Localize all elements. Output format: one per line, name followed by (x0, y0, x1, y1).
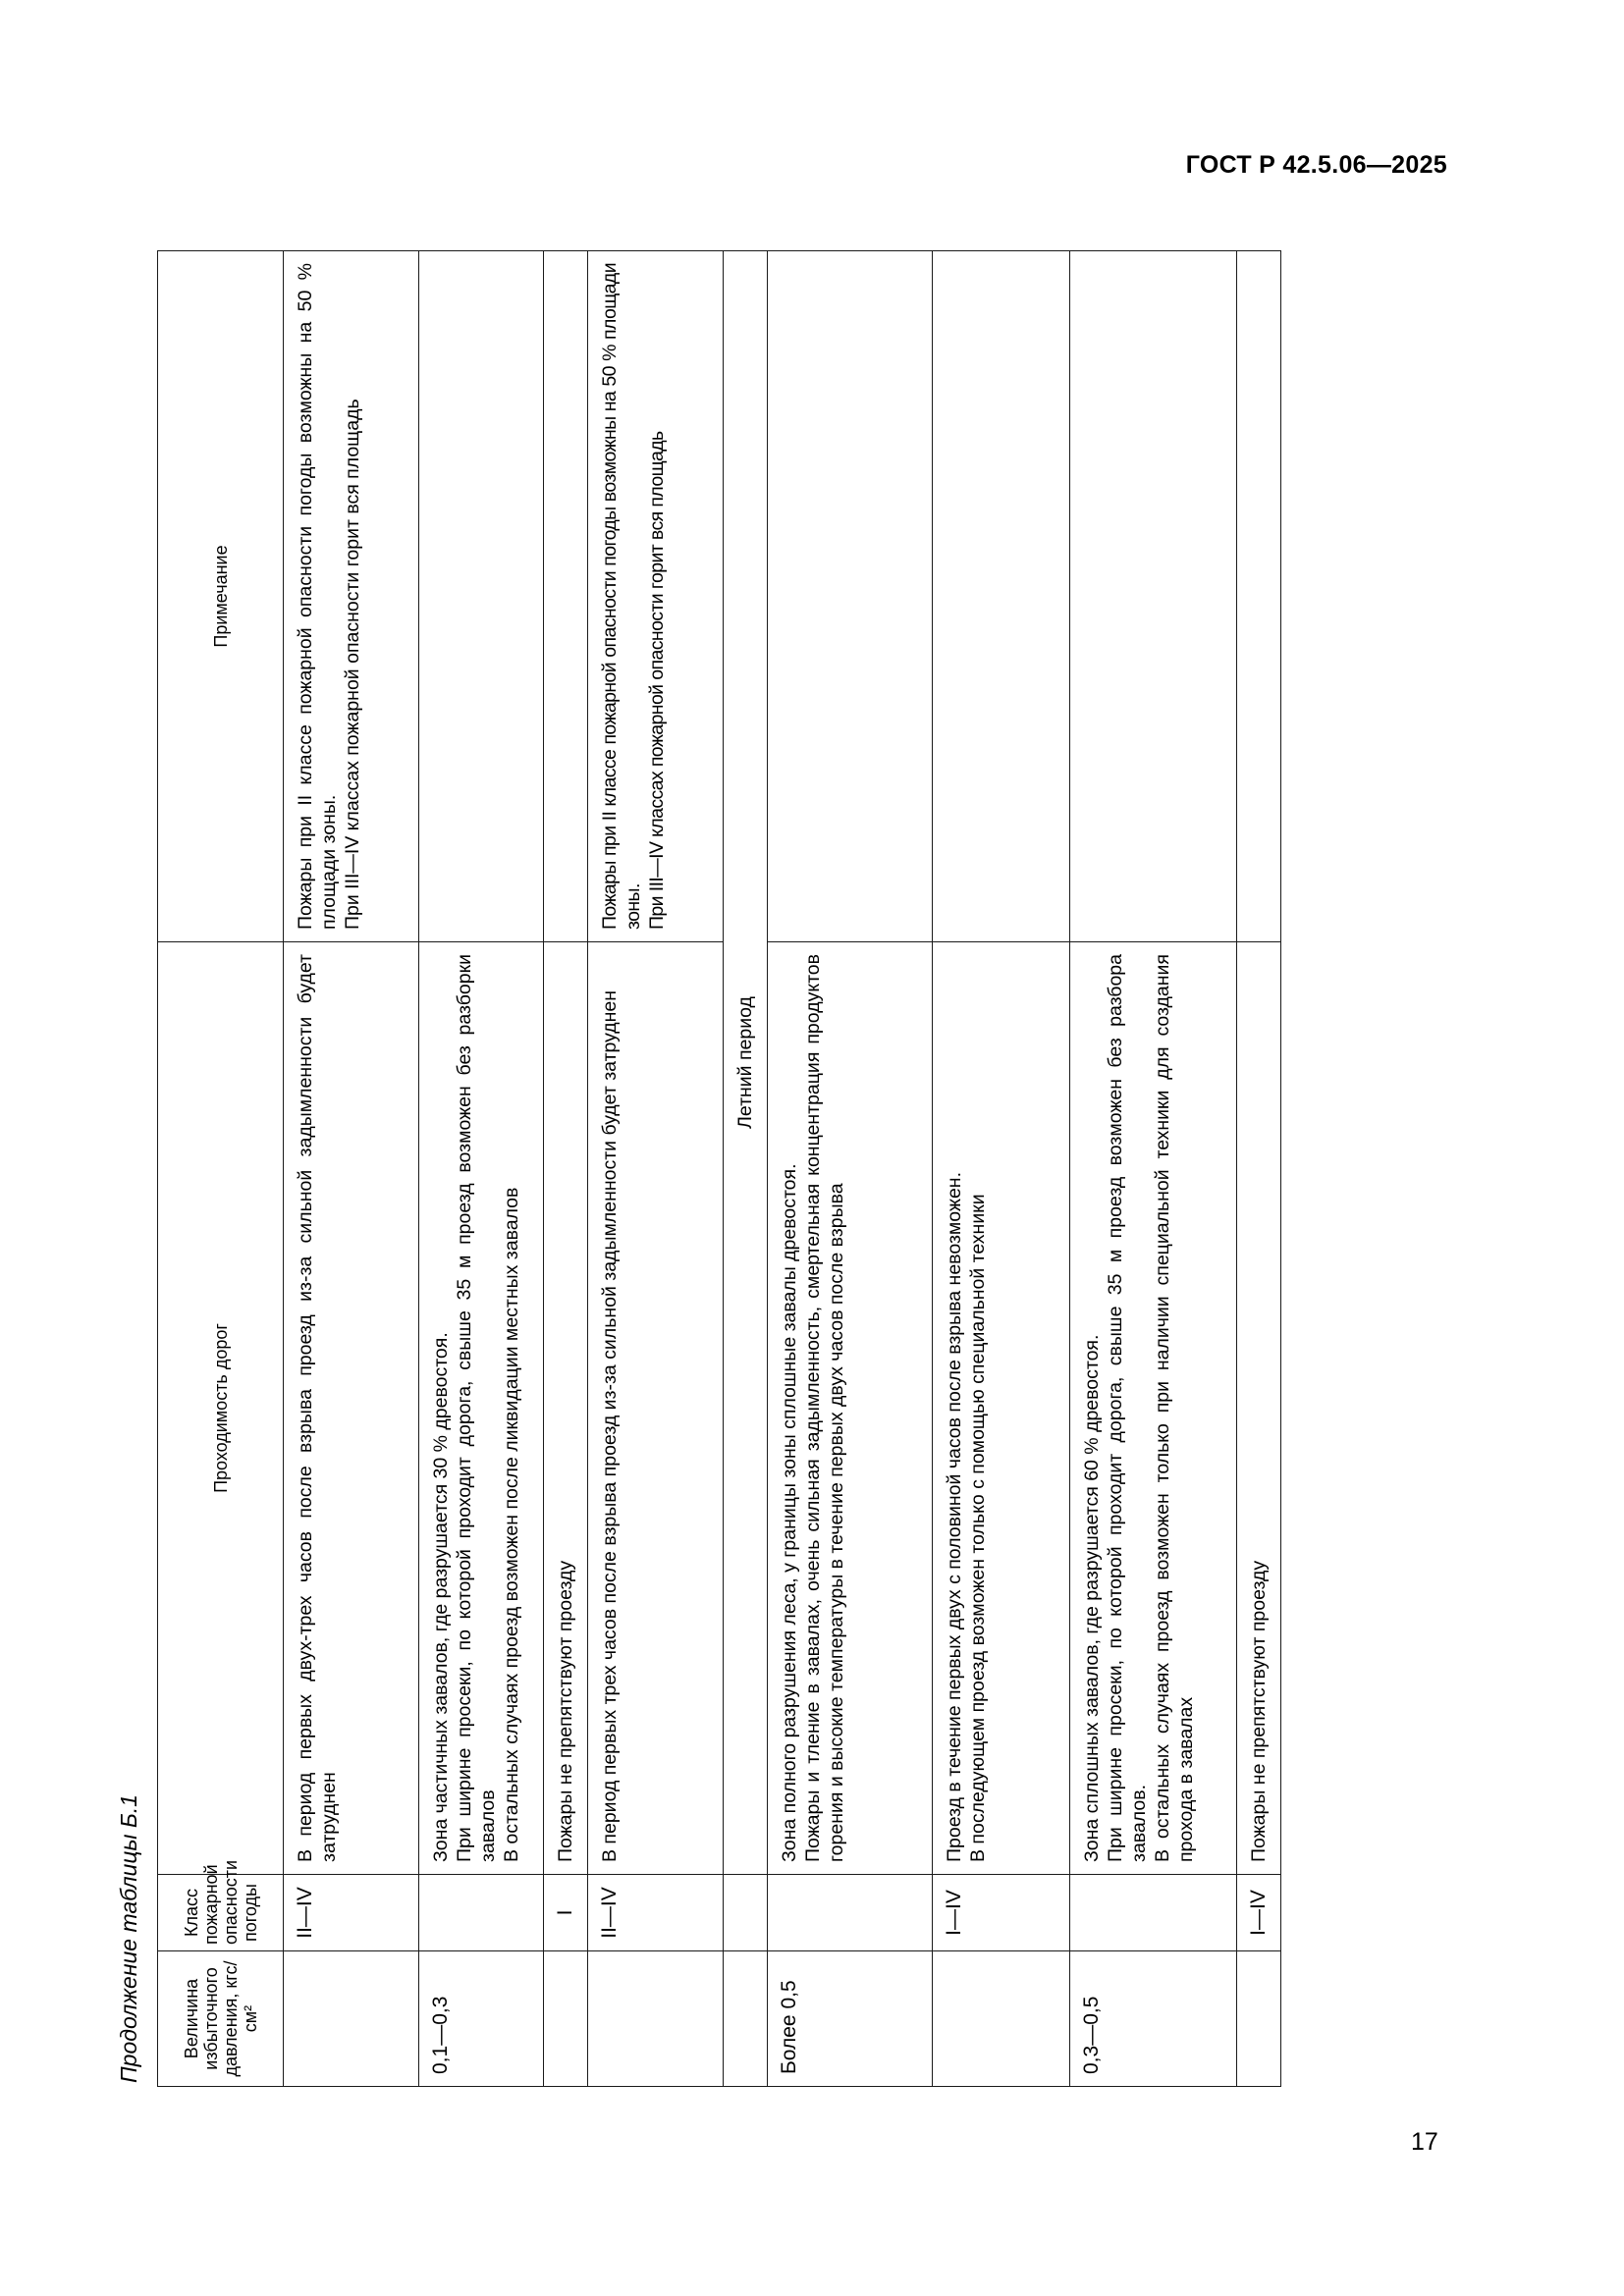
table-row (768, 251, 933, 2087)
passability-line: Пожары и тление в завалах, очень сильная задымленность, смертельная концентрация продуктов горения и высокие температуры в течение первых двух часов после взрыва (802, 954, 847, 1862)
passability-line: В период первых двух-трех часов после взрыва проезд из-за сильной задымленности будет затруднен (295, 954, 340, 1862)
header-passability: Проходимость дорог (158, 942, 284, 1875)
page-number: 17 (1411, 2128, 1438, 2156)
cell-note (1070, 251, 1237, 942)
cell-fire-class (1070, 1875, 1237, 1951)
cell-note (933, 251, 1070, 942)
period-row (724, 251, 768, 2087)
cell-pressure (544, 1951, 588, 2087)
cell-fire-class: II—IV (588, 1875, 724, 1951)
passability-line: Пожары не препятствуют проезду (1248, 1560, 1270, 1862)
passability-line: В период первых трех часов после взрыва проезд из-за сильной задымленности будет затруднен (599, 989, 621, 1862)
table-row (284, 251, 419, 2087)
cell-passability (1070, 942, 1237, 1875)
cell-pressure: 0,3—0,5 (1070, 1951, 1237, 2087)
cell-pressure (284, 1951, 419, 2087)
header-note: Примечание (158, 251, 284, 942)
note-line: При III—IV классах пожарной опасности горит вся площадь (342, 399, 363, 930)
cell-fire-class (419, 1875, 544, 1951)
table-row (419, 251, 544, 2087)
cell-fire-class: I (544, 1875, 588, 1951)
cell-fire-class: II—IV (284, 1875, 419, 1951)
cell-note (588, 251, 724, 942)
table-row (588, 251, 724, 2087)
cell-pressure (933, 1951, 1070, 2087)
cell-note (419, 251, 544, 942)
cell-pressure: 0,1—0,3 (419, 1951, 544, 2087)
cell-note (544, 251, 588, 942)
passability-line: В последующем проезд возможен только с помощью специальной техники (967, 1194, 989, 1862)
cell-note (768, 251, 933, 942)
table-caption: Продолжение таблицы Б.1 (116, 1794, 141, 2083)
period-blank-cell (724, 1875, 768, 1951)
note-line: При III—IV классах пожарной опасности горит вся площадь (646, 431, 668, 930)
document-code: ГОСТ Р 42.5.06—2025 (1185, 151, 1447, 179)
passability-line: Проезд в течение первых двух с половиной часов после взрыва невозможен. (944, 1172, 965, 1862)
cell-note (1237, 251, 1281, 942)
table-row (933, 251, 1070, 2087)
cell-passability (284, 942, 419, 1875)
passability-line: При ширине просеки, по которой проходит дорога, свыше 35 м проезд возможен без разборки завалов (454, 954, 499, 1862)
cell-fire-class (768, 1875, 933, 1951)
passability-line: Пожары не препятствуют проезду (555, 1560, 576, 1862)
table-header-row (158, 251, 284, 2087)
passability-line: Зона полного разрушения леса, у границы зоны сплошные завалы древостоя. (779, 1163, 800, 1862)
note-line: Пожары при II классе пожарной опасности погоды возможны на 50 % площади зоны. (295, 263, 340, 930)
passability-line: При ширине просеки, по которой проходит дорога, свыше 35 м проезд возможен без разбора завалов. (1105, 954, 1150, 1862)
cell-note (284, 251, 419, 942)
table-row (1070, 251, 1237, 2087)
cell-passability (588, 942, 724, 1875)
header-pressure: Величина избыточного давления, кгс/см² (158, 1951, 284, 2087)
cell-passability (768, 942, 933, 1875)
cell-fire-class: I—IV (1237, 1875, 1281, 1951)
table-row (1237, 251, 1281, 2087)
period-title: Летний период (724, 251, 768, 1875)
cell-pressure: Более 0,5 (768, 1951, 933, 2087)
table-row (544, 251, 588, 2087)
rotated-table-page (112, 251, 1270, 2087)
passability-line: В остальных случаях проезд возможен после ликвидации местных завалов (501, 1187, 522, 1862)
data-table (157, 250, 1281, 2087)
cell-pressure (588, 1951, 724, 2087)
cell-passability (1237, 942, 1281, 1875)
cell-fire-class: I—IV (933, 1875, 1070, 1951)
cell-passability (544, 942, 588, 1875)
note-line: Пожары при II классе пожарной опасности погоды возможны на 50 % площади зоны. (599, 263, 644, 930)
passability-line: В остальных случаях проезд возможен только при наличии специальной техники для создания прохода в завалах (1152, 954, 1197, 1862)
cell-passability (933, 942, 1070, 1875)
passability-line: Зона частичных завалов, где разрушается 30 % древостоя. (430, 1332, 452, 1862)
passability-line: Зона сплошных завалов, где разрушается 60 % древостоя. (1081, 1334, 1103, 1862)
cell-passability (419, 942, 544, 1875)
period-blank-cell (724, 1951, 768, 2087)
header-fire-class: Класс пожарной опасности погоды (158, 1875, 284, 1951)
cell-pressure (1237, 1951, 1281, 2087)
